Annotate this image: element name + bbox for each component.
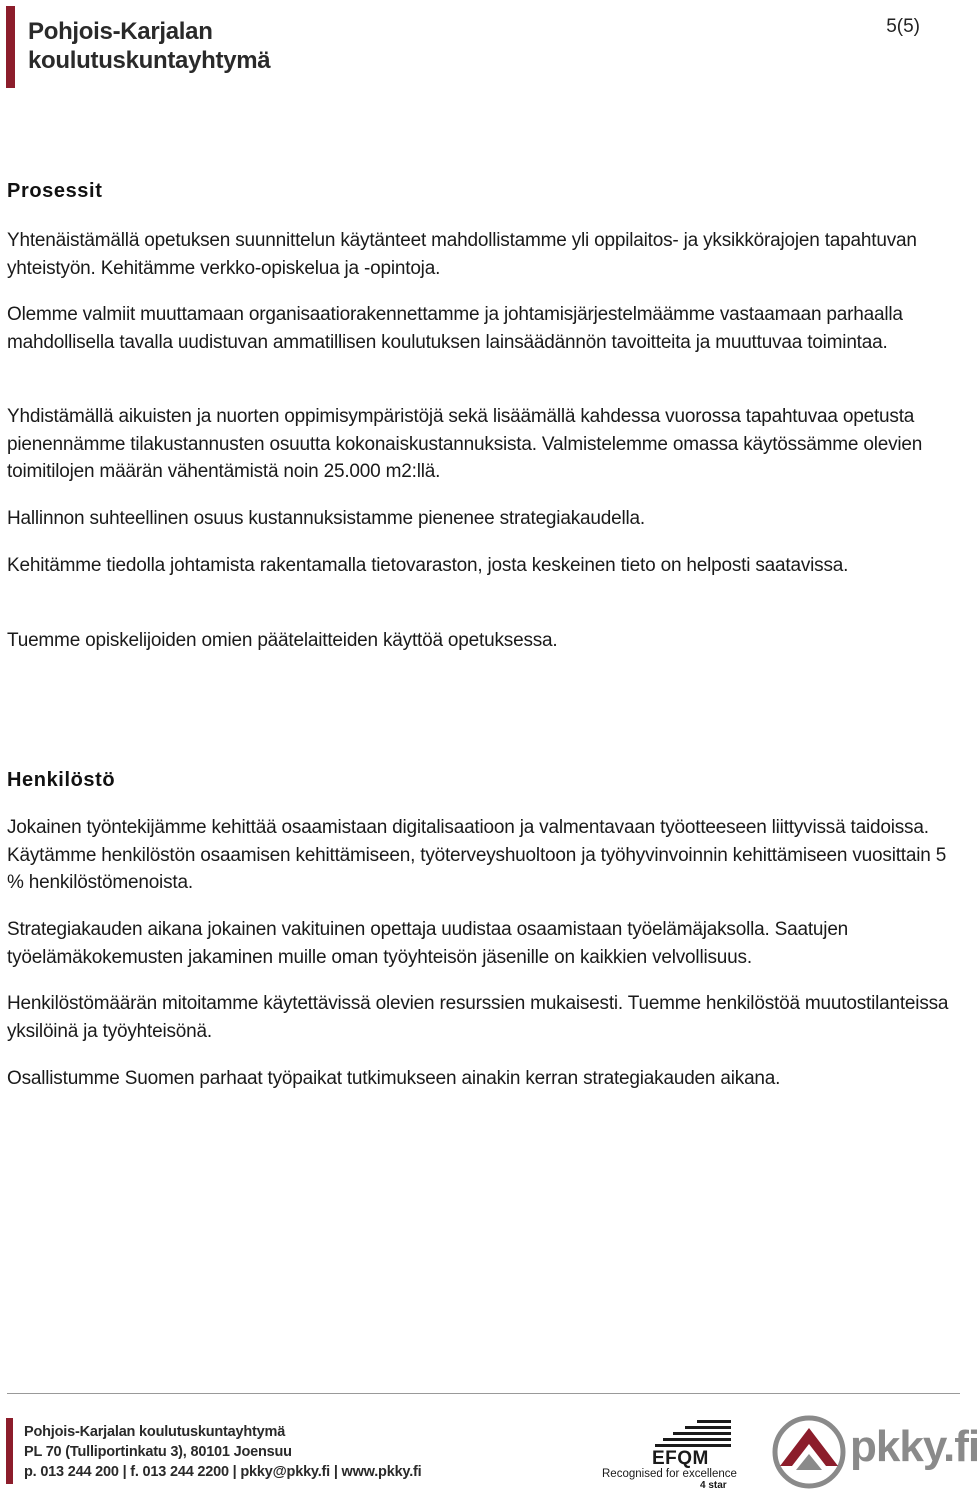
paragraph: Olemme valmiit muuttamaan organisaatiorakennettamme ja johtamisjärjestelmäämme vastaamaan parhaalla mahdollisella tavalla uudistuvan ammatillisen koulutuksen lainsäädännön tavoitteita ja muuttuvaa toimintaa.	[7, 304, 903, 353]
paragraph: Henkilöstömäärän mitoitamme käytettävissä olevien resurssien mukaisesti. Tuemme henkilöstöä muutostilanteissa yksilöinä ja työyhteisönä.	[7, 993, 949, 1042]
paragraph: Tuemme opiskelijoiden omien päätelaitteiden käyttöä opetuksessa.	[7, 630, 558, 651]
paragraph: Kehitämme tiedolla johtamista rakentamalla tietovaraston, josta keskeinen tieto on helposti saatavissa.	[7, 555, 849, 576]
paragraph: Osallistumme Suomen parhaat työpaikat tutkimukseen ainakin kerran strategiakauden aikana.	[7, 1068, 781, 1089]
header-logo	[6, 6, 326, 88]
footer-contact-info: p. 013 244 200 | f. 013 244 2200 | pkky@pkky.fi | www.pkky.fi	[24, 1464, 422, 1480]
section-heading-prosessit: Prosessit	[7, 180, 103, 202]
paragraph: Hallinnon suhteellinen osuus kustannuksistamme pienenee strategiakaudella.	[7, 508, 645, 529]
pkky-house-icon	[772, 1414, 848, 1490]
paragraph: Yhdistämällä aikuisten ja nuorten oppimisympäristöjä sekä lisäämällä kahdessa vuorossa tapahtuvaa opetusta pienennämme tilakustannusten osuutta kokonaiskustannuksista. Valmistelemme omassa käytössämme olevien toimitilojen määrän vähentämistä noin 25.000 m2:llä.	[7, 406, 923, 482]
paragraph: Strategiakauden aikana jokainen vakituinen opettaja uudistaa osaamistaan työelämäjaksolla. Saatujen työelämäkokemusten jakaminen muille oman työyhteisön jäsenille on kaikkien velvollisuus.	[7, 919, 849, 968]
pkky-word: pkky.fi	[850, 1422, 979, 1471]
logo-line-1: Pohjois-Karjalan	[28, 18, 213, 45]
efqm-stripes-icon	[655, 1418, 731, 1452]
footer-contact	[6, 1418, 446, 1484]
footer-address: PL 70 (Tulliportinkatu 3), 80101 Joensuu	[24, 1444, 292, 1460]
footer-divider	[7, 1393, 960, 1394]
footer-org-name: Pohjois-Karjalan koulutuskuntayhtymä	[24, 1424, 286, 1440]
paragraph: Jokainen työntekijämme kehittää osaamistaan digitalisaatioon ja valmentavaan työotteeseen liittyvissä taidoissa. Käytämme henkilöstön osaamisen kehittämiseen, työterveyshuoltoon ja työhyvinvoinnin kehittämiseen vuosittain 5 % henkilöstömenoista.	[7, 817, 947, 893]
pkky-logo	[772, 1414, 979, 1490]
efqm-logo	[600, 1418, 740, 1490]
logo-line-2: koulutuskuntayhtymä	[28, 47, 271, 74]
efqm-tagline: Recognised for excellence	[602, 1468, 737, 1480]
efqm-stars: 4 star	[700, 1480, 727, 1491]
logo-bar	[6, 6, 15, 88]
paragraph: Yhtenäistämällä opetuksen suunnittelun käytänteet mahdollistamme yli oppilaitos- ja yksikkörajojen tapahtuvan yhteistyön. Kehitämme verkko-opiskelua ja -opintoja.	[7, 230, 917, 279]
section-heading-henkilosto: Henkilöstö	[7, 769, 116, 791]
page-number: 5(5)	[886, 16, 920, 37]
footer-logo-bar	[6, 1418, 13, 1484]
efqm-word: EFQM	[652, 1448, 709, 1469]
